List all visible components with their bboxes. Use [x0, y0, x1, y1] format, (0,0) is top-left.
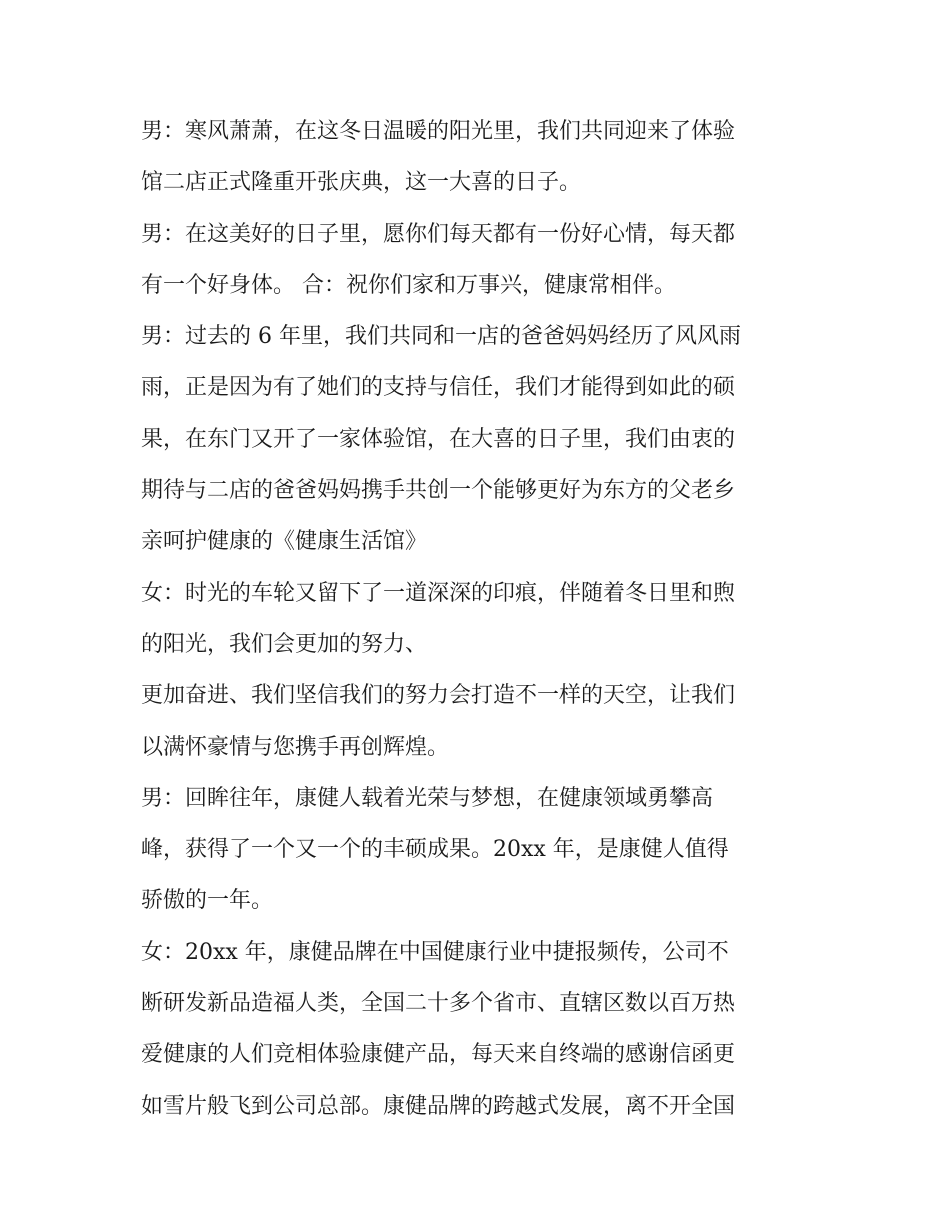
text-line: 果，在东门又开了一家体验馆，在大喜的日子里，我们由衷的	[141, 426, 736, 452]
text-line: 男：回眸往年，康健人载着光荣与梦想，在健康领域勇攀高	[141, 785, 714, 811]
text-line: 男：寒风萧萧，在这冬日温暖的阳光里，我们共同迎来了体验	[141, 119, 736, 144]
text-line: 如雪片般飞到公司总部。康健品牌的跨越式发展，离不开全国	[141, 1093, 736, 1119]
text-line: 有一个好身体。 合：祝你们家和万事兴，健康常相伴。	[141, 272, 676, 298]
text-line: 女：20xx 年，康健品牌在中国健康行业中捷报频传，公司不	[141, 939, 729, 965]
text-line: 男：过去的 6 年里，我们共同和一店的爸爸妈妈经历了风风雨	[141, 324, 741, 350]
text-line: 期待与二店的爸爸妈妈携手共创一个能够更好为东方的父老乡	[141, 478, 736, 504]
text-line: 雨，正是因为有了她们的支持与信任，我们才能得到如此的硕	[141, 375, 736, 401]
text-line: 峰，获得了一个又一个的丰硕成果。20xx 年，是康健人值得	[141, 837, 729, 863]
text-line: 以满怀豪情与您携手再创辉煌。	[141, 734, 450, 760]
document-body	[141, 106, 821, 1132]
text-line: 馆二店正式隆重开张庆典，这一大喜的日子。	[141, 170, 582, 196]
text-line: 男：在这美好的日子里，愿你们每天都有一份好心情，每天都	[141, 221, 736, 247]
text-line: 爱健康的人们竞相体验康健产品，每天来自终端的感谢信函更	[141, 1042, 736, 1068]
text-line: 亲呵护健康的《健康生活馆》	[141, 529, 428, 555]
text-line: 断研发新品造福人类，全国二十多个省市、直辖区数以百万热	[141, 991, 736, 1017]
text-line: 女：时光的车轮又留下了一道深深的印痕，伴随着冬日里和煦	[141, 580, 736, 606]
text-line: 更加奋进、我们坚信我们的努力会打造不一样的天空，让我们	[141, 683, 736, 709]
text-line: 的阳光，我们会更加的努力、	[141, 631, 428, 657]
text-line: 骄傲的一年。	[141, 888, 274, 914]
